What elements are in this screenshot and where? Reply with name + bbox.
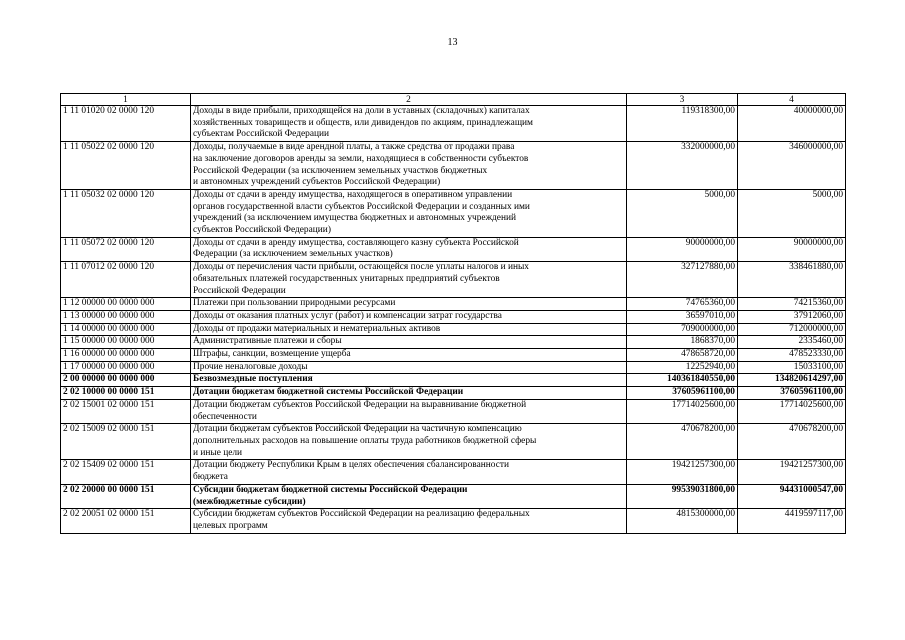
row-name-line: Доходы от сдачи в аренду имущества, составляющего казну субъекта Российской — [193, 237, 519, 248]
table-row — [61, 310, 846, 323]
row-name-cell — [191, 387, 627, 400]
row-name-line: учреждений (за исключением имущества бюджетных и автономных учреждений — [193, 213, 517, 224]
table-row — [61, 374, 846, 387]
row-code-cell: 2 02 15409 02 0000 151 — [61, 460, 191, 484]
row-amount-col3: 19421257300,00 — [627, 460, 738, 484]
row-code-cell: 1 11 05072 02 0000 120 — [61, 237, 191, 261]
row-amount-col4: 478523330,00 — [738, 349, 846, 362]
row-code-cell: 2 02 15001 02 0000 151 — [61, 399, 191, 423]
row-name-line: на заключение договоров аренды за земли, находящиеся в собственности субъектов — [193, 153, 529, 164]
row-name-line: Субсидии бюджетам бюджетной системы Российской Федерации — [193, 484, 468, 495]
row-name-line: (межбюджетные субсидии) — [193, 496, 306, 507]
row-code-cell: 2 00 00000 00 0000 000 — [61, 374, 191, 387]
row-amount-col4: 90000000,00 — [738, 237, 846, 261]
table-row — [61, 387, 846, 400]
row-name-cell — [191, 399, 627, 423]
table-row — [61, 361, 846, 374]
row-name-line: Доходы в виде прибыли, приходящейся на доли в уставных (складочных) капиталах — [193, 106, 530, 116]
row-name-line: Дотации бюджету Республики Крым в целях обеспечения сбалансированности — [193, 460, 509, 471]
row-amount-col3: 119318300,00 — [627, 106, 738, 142]
column-header-3: 3 — [627, 94, 738, 106]
table-row — [61, 323, 846, 336]
row-name-cell — [191, 106, 627, 142]
row-name-line: субъектам Российской Федерации — [193, 129, 330, 140]
row-amount-col3: 37605961100,00 — [627, 387, 738, 400]
row-code-cell: 1 11 07012 02 0000 120 — [61, 262, 191, 298]
table-header-row — [61, 94, 846, 106]
row-amount-col3: 12252940,00 — [627, 361, 738, 374]
row-amount-col4: 470678200,00 — [738, 424, 846, 460]
table-row — [61, 142, 846, 190]
row-amount-col3: 327127880,00 — [627, 262, 738, 298]
row-code-cell: 2 02 20000 00 0000 151 — [61, 484, 191, 508]
table-row — [61, 298, 846, 311]
row-amount-col4: 338461880,00 — [738, 262, 846, 298]
row-name-cell — [191, 323, 627, 336]
row-name-line: Дотации бюджетам субъектов Российской Федерации на частичную компенсацию — [193, 424, 522, 435]
row-name-line: Дотации бюджетам бюджетной системы Российской Федерации — [193, 387, 464, 398]
row-name-line: органов государственной власти субъектов Российской Федерации и созданных ими — [193, 201, 530, 212]
row-name-line: Российской Федерации — [193, 285, 286, 296]
table-row — [61, 237, 846, 261]
row-name-cell — [191, 310, 627, 323]
row-code-cell: 1 11 05032 02 0000 120 — [61, 189, 191, 237]
row-name-line: Доходы, получаемые в виде арендной платы, а также средства от продажи права — [193, 142, 515, 153]
row-name-line: Доходы от продажи материальных и нематериальных активов — [193, 323, 441, 334]
row-name-cell — [191, 298, 627, 311]
row-name-line: Дотации бюджетам субъектов Российской Федерации на выравнивание бюджетной — [193, 399, 527, 410]
row-amount-col3: 17714025600,00 — [627, 399, 738, 423]
row-amount-col3: 332000000,00 — [627, 142, 738, 190]
row-name-cell — [191, 509, 627, 533]
row-amount-col4: 346000000,00 — [738, 142, 846, 190]
row-name-line: Доходы от перечисления части прибыли, остающейся после уплаты налогов и иных — [193, 262, 529, 273]
table-row — [61, 424, 846, 460]
row-name-cell — [191, 484, 627, 508]
row-code-cell: 1 11 05022 02 0000 120 — [61, 142, 191, 190]
row-name-line: Платежи при пользовании природными ресурсами — [193, 298, 396, 309]
table-row — [61, 509, 846, 533]
row-amount-col3: 36597010,00 — [627, 310, 738, 323]
row-amount-col4: 15033100,00 — [738, 361, 846, 374]
row-code-cell: 1 16 00000 00 0000 000 — [61, 349, 191, 362]
row-amount-col4: 17714025600,00 — [738, 399, 846, 423]
row-name-line: Российской Федерации (за исключением земельных участков бюджетных — [193, 165, 488, 176]
row-name-cell — [191, 336, 627, 349]
row-name-line: бюджета — [193, 472, 228, 483]
row-name-line: Прочие неналоговые доходы — [193, 361, 308, 372]
row-amount-col3: 470678200,00 — [627, 424, 738, 460]
row-name-line: Штрафы, санкции, возмещение ущерба — [193, 349, 351, 360]
row-code-cell: 1 15 00000 00 0000 000 — [61, 336, 191, 349]
row-name-cell — [191, 349, 627, 362]
row-amount-col4: 37605961100,00 — [738, 387, 846, 400]
row-name-line: субъектов Российской Федерации) — [193, 225, 331, 236]
row-name-line: дополнительных расходов на повышение оплаты труда работников бюджетной сферы — [193, 435, 537, 446]
row-amount-col3: 478658720,00 — [627, 349, 738, 362]
budget-revenue-table — [60, 93, 846, 534]
row-amount-col3: 140361840550,00 — [627, 374, 738, 387]
row-name-line: Доходы от оказания платных услуг (работ) и компенсации затрат государства — [193, 310, 502, 321]
table-row — [61, 349, 846, 362]
row-amount-col4: 40000000,00 — [738, 106, 846, 142]
row-code-cell: 1 11 01020 02 0000 120 — [61, 106, 191, 142]
row-name-line: Доходы от сдачи в аренду имущества, находящегося в оперативном управлении — [193, 189, 513, 200]
column-header-1: 1 — [61, 94, 191, 106]
row-amount-col3: 90000000,00 — [627, 237, 738, 261]
column-header-2: 2 — [191, 94, 627, 106]
table-row — [61, 189, 846, 237]
row-name-cell — [191, 374, 627, 387]
row-name-cell — [191, 189, 627, 237]
row-amount-col4: 134820614297,00 — [738, 374, 846, 387]
row-code-cell: 2 02 15009 02 0000 151 — [61, 424, 191, 460]
row-name-line: Безвозмездные поступления — [193, 374, 313, 385]
row-amount-col4: 712000000,00 — [738, 323, 846, 336]
row-name-cell — [191, 460, 627, 484]
row-name-cell — [191, 237, 627, 261]
row-code-cell: 1 12 00000 00 0000 000 — [61, 298, 191, 311]
row-code-cell: 1 13 00000 00 0000 000 — [61, 310, 191, 323]
column-header-4: 4 — [738, 94, 846, 106]
row-name-line: Административные платежи и сборы — [193, 336, 342, 347]
row-amount-col3: 709000000,00 — [627, 323, 738, 336]
row-name-line: Субсидии бюджетам субъектов Российской Федерации на реализацию федеральных — [193, 509, 530, 520]
row-amount-col3: 1868370,00 — [627, 336, 738, 349]
row-amount-col4: 2335460,00 — [738, 336, 846, 349]
table-row — [61, 336, 846, 349]
table-row — [61, 484, 846, 508]
row-name-cell — [191, 262, 627, 298]
row-amount-col4: 37912060,00 — [738, 310, 846, 323]
row-amount-col3: 99539031800,00 — [627, 484, 738, 508]
row-amount-col3: 74765360,00 — [627, 298, 738, 311]
table-row — [61, 106, 846, 142]
row-amount-col3: 5000,00 — [627, 189, 738, 237]
row-name-line: целевых программ — [193, 520, 268, 531]
row-code-cell: 2 02 10000 00 0000 151 — [61, 387, 191, 400]
row-name-line: и автономных учреждений субъектов Российской Федерации) — [193, 177, 441, 188]
row-amount-col4: 94431000547,00 — [738, 484, 846, 508]
row-name-line: обеспеченности — [193, 411, 257, 422]
row-amount-col4: 19421257300,00 — [738, 460, 846, 484]
row-name-cell — [191, 361, 627, 374]
row-code-cell: 1 17 00000 00 0000 000 — [61, 361, 191, 374]
row-name-line: обязательных платежей государственных унитарных предприятий субъектов — [193, 273, 500, 284]
row-name-line: и иные цели — [193, 447, 243, 458]
row-amount-col3: 4815300000,00 — [627, 509, 738, 533]
table-row — [61, 262, 846, 298]
row-name-line: Федерации (за исключением земельных участков) — [193, 249, 393, 260]
row-name-cell — [191, 142, 627, 190]
row-amount-col4: 74215360,00 — [738, 298, 846, 311]
row-code-cell: 2 02 20051 02 0000 151 — [61, 509, 191, 533]
table-body — [61, 106, 846, 534]
page-number: 13 — [447, 37, 458, 48]
row-name-cell — [191, 424, 627, 460]
table-row — [61, 399, 846, 423]
row-amount-col4: 4419597117,00 — [738, 509, 846, 533]
row-code-cell: 1 14 00000 00 0000 000 — [61, 323, 191, 336]
row-amount-col4: 5000,00 — [738, 189, 846, 237]
table-row — [61, 460, 846, 484]
row-name-line: хозяйственных товариществ и обществ, или дивидендов по акциям, принадлежащим — [193, 117, 533, 128]
